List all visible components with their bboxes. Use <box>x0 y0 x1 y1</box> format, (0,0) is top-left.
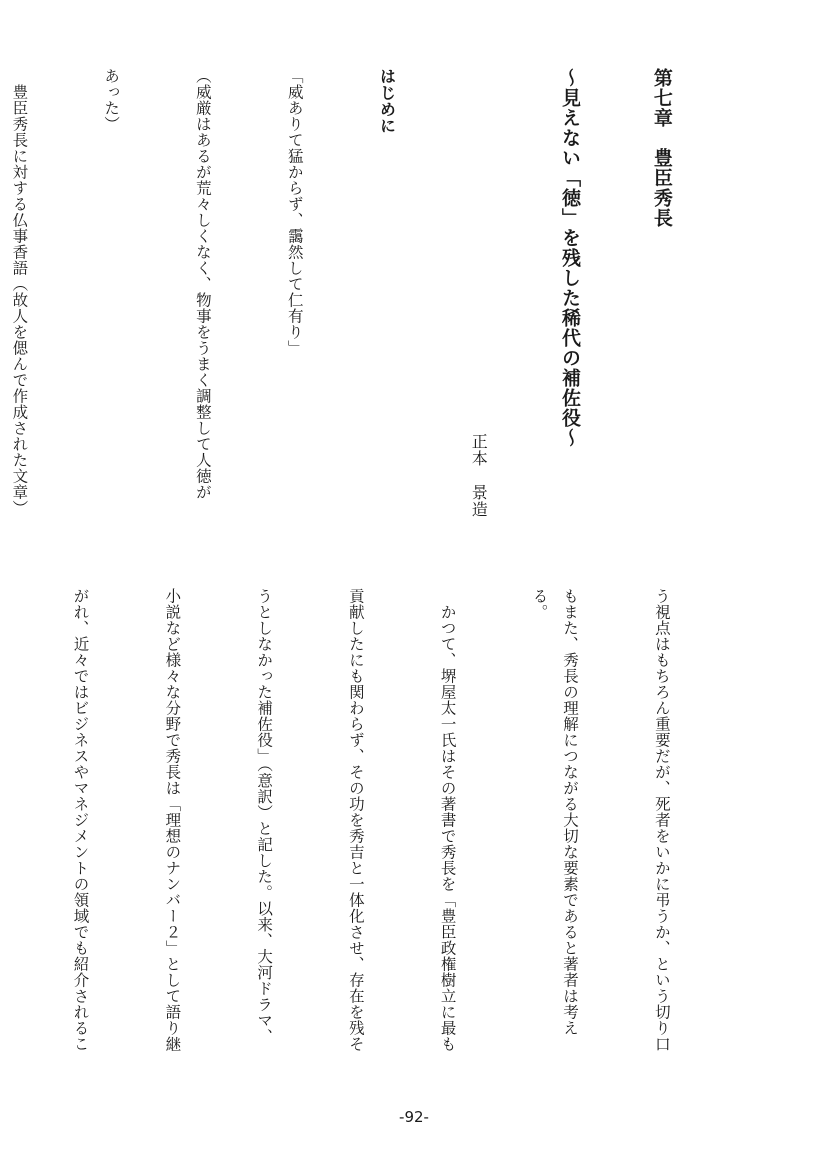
text-line: かつて、堺屋太一氏はその著書で秀長を「豊臣政権樹立に最も <box>438 588 457 1052</box>
text-line: （威厳はあるが荒々しくなく、物事をうまく調整して人徳が <box>193 68 212 500</box>
text-line: 「威ありて猛からず、靄然して仁有り」 <box>285 68 304 356</box>
bottom-text-block <box>71 588 738 1060</box>
page-number: -92- <box>399 1108 429 1126</box>
author-name: 正本 景造 <box>469 433 489 518</box>
chapter-title: 第七章 豊臣秀長 <box>650 68 673 228</box>
text-line: 貢献したにも関わらず、その功を秀吉と一体化させ、存在を残そ <box>346 588 365 1052</box>
text-line <box>0 588 4 1060</box>
text-line: がれ、近々ではビジネスやマネジメントの領域でも紹介されるこ <box>71 588 90 1052</box>
chapter-subtitle: ～見えない「徳」を残した稀代の補佐役～ <box>559 68 582 448</box>
text-line: う視点はもちろん重要だが、死者をいかに弔うか、という切り口 <box>652 588 671 1052</box>
text-line: 小説など様々な分野で秀長は「理想のナンバー２」として語り継 <box>163 588 182 1052</box>
text-line: あった） <box>102 68 121 132</box>
text-line: うとしなかった補佐役」（意訳）と記した。以来、大河ドラマ、 <box>255 588 274 1045</box>
top-text-block <box>10 68 738 518</box>
text-line: 豊臣秀長に対する仏事香語（故人を偲んで作成された文章） <box>10 84 29 516</box>
text-line: もまた、秀長の理解につながる大切な要素であると著者は考える。 <box>530 588 580 1036</box>
section-heading: はじめに <box>377 68 397 134</box>
